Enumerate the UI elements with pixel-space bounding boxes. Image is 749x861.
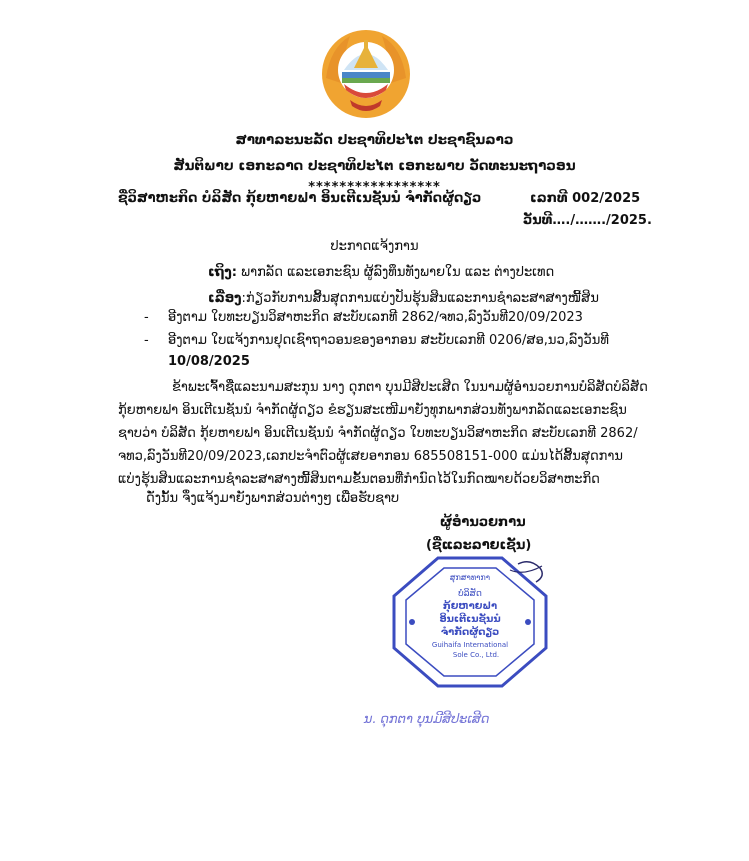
header-line-1: ສາທາລະນະລັດ ປະຊາທິປະໄຕ ປະຊາຊົນລາວ xyxy=(235,132,514,148)
closing-line: ດັ່ງນັ້ນ ຈຶ່ງແຈ້ງມາຍັງພາກສ່ວນຕ່າງໆ ເພື່ອຮັບຊາບ xyxy=(146,491,400,506)
header-line-2: ສັນຕິພາບ ເອກະລາດ ປະຊາທິປະໄຕ ເອກະພາບ ວັດທະນະຖາວອນ xyxy=(173,158,576,174)
stamp-text-en: Guihaifa International xyxy=(431,641,509,649)
stamp-text: ຈຳກັດຜູ້ດຽວ xyxy=(440,627,500,638)
header-stars: ***************** xyxy=(308,180,441,195)
document-title: ປະກາດແຈ້ງການ xyxy=(330,239,419,254)
body-line: ຂ້າພະເຈົ້າຊື່ແລະນາມສະກຸນ ນາງ ດຸກຕາ ບຸນມີສີປະເສີດ ໃນນາມຜູ້ອຳນວຍການບໍລິສັດບໍລິສັດ xyxy=(172,380,648,395)
body-line: ຈທວ,ລົງວັນທີ20/09/2023,ເລກປະຈຳຕົວຜູ້ເສຍອາກອນ 685508151-000 ແມ່ນໄດ້ສິ້ນສຸດການ xyxy=(118,449,623,464)
stamp-text: ກຸ້ຍຫາຍຟາ xyxy=(442,601,498,612)
body-line: ແບ່ງຮຸ້ນສິນແລະການຊຳລະສາສາງໜີ້ສິນຕາມຂັ້ນຕອນທີ່ກຳນົດໄວ້ໃນກົດໝາຍດ້ວຍວິສາຫະກິດ xyxy=(118,472,600,487)
body-paragraph xyxy=(118,376,648,491)
lao-national-emblem-icon xyxy=(320,28,412,120)
recipient-text: ພາກລັດ ແລະເອກະຊົນ ຜູ້ລົງທຶນທັງພາຍໃນ ແລະ ຕ່າງປະເທດ xyxy=(241,265,555,280)
subject-label: ເລື່ອງ xyxy=(208,291,242,306)
company-stamp-icon xyxy=(390,556,550,688)
signer-note: (ຊື່ແລະລາຍເຊັນ) xyxy=(426,538,532,553)
stamp-text: ບໍລິສັດ xyxy=(458,589,482,599)
signer-title: ຜູ້ອຳນວຍການ xyxy=(440,515,526,530)
subject-line xyxy=(208,291,599,306)
company-name: ຊື່ວິສາຫະກິດ ບໍລິສັດ ກຸ້ຍຫາຍຟາ ອິນເຕີເນຊັນນໍ ຈຳກັດຜູ້ດຽວ xyxy=(118,191,482,206)
reference-item-1: ອີງຕາມ ໃບທະບຽນວິສາຫະກິດ ສະບັບເລກທີ 2862/ຈທວ,ລົງວັນທີ20/09/2023 xyxy=(168,310,583,325)
recipient-line xyxy=(208,265,554,280)
reference-bullet: - xyxy=(144,333,149,348)
stamp-text: ອິນເຕີເນຊັນນໍ xyxy=(439,614,501,625)
stamp-outer-text: ສຸກສາທາກາ xyxy=(449,573,491,582)
document-number: ເລກທີ 002/2025 xyxy=(530,191,641,206)
recipient-label: ເຖິງ: xyxy=(208,265,238,280)
document-date: ວັນທີ…./……./2025. xyxy=(523,213,652,228)
reference-item-2: ອີງຕາມ ໃບແຈ້ງການຢຸດເຊົາຖາວອນຂອງອາກອນ ສະບັບເລກທີ 0206/ສອ,ນວ,ລົງວັນທີ xyxy=(168,333,609,348)
body-line: ຊາບວ່າ ບໍລິສັດ ກຸ້ຍຫາຍຟາ ອິນເຕີເນຊັນນໍ ຈຳກັດຜູ້ດຽວ ໃບທະບຽນວິສາຫະກິດ ສະບັບເລກທີ 2862/ xyxy=(118,426,638,441)
subject-text: :ກ່ຽວກັບການສິ້ນສຸດການແບ່ງປັນຮຸ້ນສິນແລະການຊຳລະສາສາງໜີ້ສິນ xyxy=(241,291,599,306)
signature-name: ນ. ດຸກຕາ ບຸນມີສີປະເສີດ xyxy=(364,712,490,727)
reference-bullet: - xyxy=(144,310,149,325)
stamp-text-en: Sole Co., Ltd. xyxy=(452,651,500,659)
reference-item-2-date: 10/08/2025 xyxy=(168,354,250,369)
body-line: ກຸ້ຍຫາຍຟາ ອິນເຕີເນຊັນນໍ ຈຳກັດຜູ້ດຽວ ຂໍຮຽນສະເໜີມາຍັງທຸກພາກສ່ວນທັງພາກລັດແລະເອກະຊົນ xyxy=(118,403,627,418)
